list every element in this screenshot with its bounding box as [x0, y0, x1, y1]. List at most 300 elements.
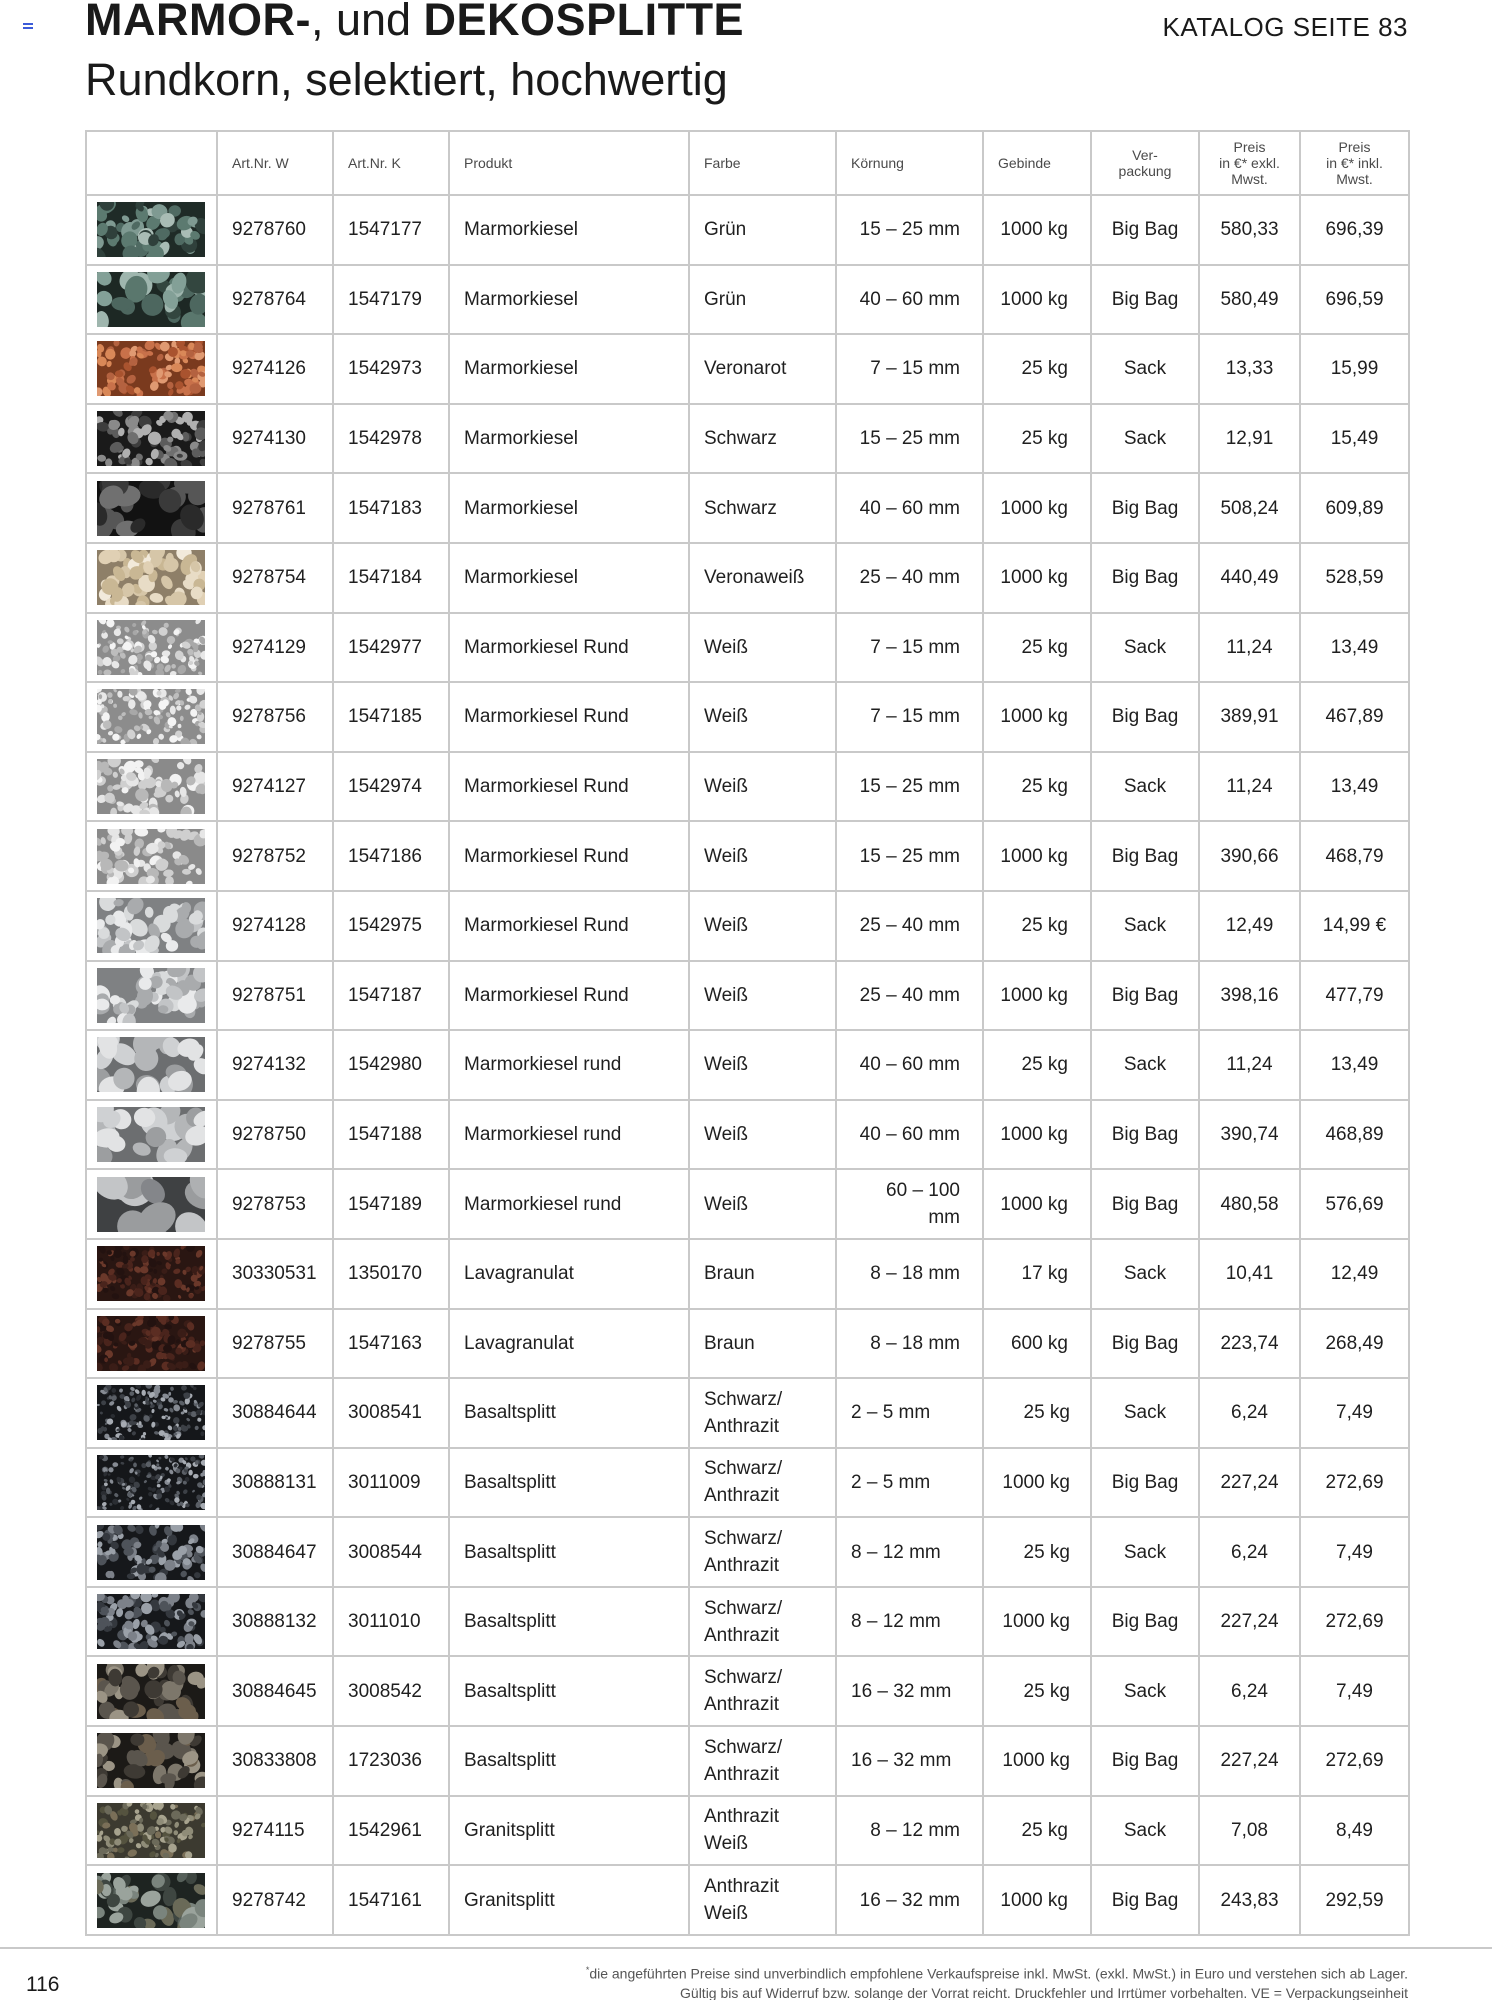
cell-preis-exkl: 12,49 [1199, 891, 1300, 961]
cell-preis-exkl: 13,33 [1199, 334, 1300, 404]
cell-koernung: 25 – 40 mm [836, 891, 983, 961]
product-image-cell [86, 891, 217, 961]
column-header-art-nr-w: Art.Nr. W [217, 131, 333, 195]
cell-art-nr-w: 9278756 [217, 682, 333, 752]
cell-preis-inkl: 12,49 [1300, 1239, 1409, 1309]
cell-preis-inkl: 477,79 [1300, 961, 1409, 1031]
product-swatch-image [97, 272, 205, 327]
cell-preis-inkl: 467,89 [1300, 682, 1409, 752]
cell-verpackung: Sack [1091, 613, 1199, 683]
preis-inkl-header-line1: Preis [1338, 139, 1371, 155]
farbe-line1: Schwarz [704, 428, 777, 450]
cell-verpackung: Sack [1091, 1656, 1199, 1726]
cell-preis-inkl: 696,39 [1300, 195, 1409, 265]
cell-preis-inkl: 7,49 [1300, 1517, 1409, 1587]
cell-preis-exkl: 223,74 [1199, 1309, 1300, 1379]
cell-koernung: 8 – 12 mm [836, 1587, 983, 1657]
table-row [86, 1030, 1409, 1100]
product-image-cell [86, 404, 217, 474]
cell-preis-exkl: 480,58 [1199, 1169, 1300, 1239]
cell-gebinde: 1000 kg [983, 821, 1091, 891]
cell-koernung: 2 – 5 mm [836, 1378, 983, 1448]
farbe-line2: Anthrazit [704, 1485, 779, 1507]
cell-art-nr-k: 1547189 [333, 1169, 449, 1239]
cell-preis-exkl: 227,24 [1199, 1587, 1300, 1657]
product-image-cell [86, 334, 217, 404]
cell-verpackung: Big Bag [1091, 1309, 1199, 1379]
cell-farbe [689, 1865, 836, 1935]
product-swatch-image [97, 1107, 205, 1162]
cell-gebinde: 25 kg [983, 891, 1091, 961]
cell-produkt: Marmorkiesel [449, 265, 689, 335]
cell-verpackung: Big Bag [1091, 1865, 1199, 1935]
cell-farbe [689, 752, 836, 822]
cell-preis-exkl: 227,24 [1199, 1726, 1300, 1796]
cell-art-nr-w: 9274115 [217, 1796, 333, 1866]
cell-koernung: 60 – 100 mm [836, 1169, 983, 1239]
cell-preis-exkl: 227,24 [1199, 1448, 1300, 1518]
cell-farbe [689, 265, 836, 335]
page-subtitle: Rundkorn, selektiert, hochwertig [85, 54, 728, 105]
farbe-line1: Schwarz/ [704, 1458, 783, 1480]
cell-art-nr-w: 9278761 [217, 473, 333, 543]
cell-preis-inkl: 7,49 [1300, 1378, 1409, 1448]
table-row [86, 1865, 1409, 1935]
cell-gebinde: 25 kg [983, 752, 1091, 822]
price-footnote [586, 1961, 1408, 2000]
cell-gebinde: 25 kg [983, 1378, 1091, 1448]
product-image-cell [86, 821, 217, 891]
footnote-line-1 [586, 1961, 1408, 1984]
product-image-cell [86, 195, 217, 265]
cell-gebinde: 25 kg [983, 1030, 1091, 1100]
cell-preis-exkl: 580,33 [1199, 195, 1300, 265]
farbe-line1: Grün [704, 288, 747, 310]
cell-gebinde: 1000 kg [983, 1865, 1091, 1935]
cell-art-nr-w: 9274128 [217, 891, 333, 961]
preis-inkl-header-line3: Mwst. [1336, 171, 1373, 187]
cell-art-nr-k: 1547186 [333, 821, 449, 891]
table-row [86, 1726, 1409, 1796]
corner-flag-mark [23, 23, 33, 29]
column-header-gebinde: Gebinde [983, 131, 1091, 195]
table-row [86, 334, 1409, 404]
cell-verpackung: Sack [1091, 1239, 1199, 1309]
cell-gebinde: 25 kg [983, 613, 1091, 683]
cell-koernung: 16 – 32 mm [836, 1726, 983, 1796]
product-swatch-image [97, 550, 205, 605]
verpackung-header-line1: Ver- [1132, 147, 1158, 163]
farbe-line1: Schwarz/ [704, 1736, 783, 1758]
cell-preis-exkl: 398,16 [1199, 961, 1300, 1031]
product-image-cell [86, 1656, 217, 1726]
cell-gebinde: 25 kg [983, 404, 1091, 474]
cell-art-nr-k: 1542974 [333, 752, 449, 822]
farbe-line1: Schwarz/ [704, 1667, 783, 1689]
footnote-text-1: die angeführten Preise sind unverbindlich empfohlene Verkaufspreise inkl. MwSt. (exkl. MwSt.) in Euro und verstehen sich ab Lager. [589, 1965, 1408, 1982]
farbe-line1: Weiß [704, 1193, 748, 1215]
cell-preis-exkl: 10,41 [1199, 1239, 1300, 1309]
farbe-line1: Weiß [704, 1124, 748, 1146]
cell-farbe [689, 1587, 836, 1657]
cell-koernung: 8 – 18 mm [836, 1239, 983, 1309]
cell-gebinde: 1000 kg [983, 473, 1091, 543]
cell-koernung: 15 – 25 mm [836, 752, 983, 822]
cell-preis-exkl: 7,08 [1199, 1796, 1300, 1866]
farbe-line1: Schwarz [704, 497, 777, 519]
cell-produkt: Lavagranulat [449, 1309, 689, 1379]
cell-farbe [689, 891, 836, 961]
cell-preis-inkl: 13,49 [1300, 752, 1409, 822]
cell-art-nr-w: 30330531 [217, 1239, 333, 1309]
cell-preis-inkl: 7,49 [1300, 1656, 1409, 1726]
cell-produkt: Granitsplitt [449, 1796, 689, 1866]
cell-koernung: 40 – 60 mm [836, 473, 983, 543]
cell-farbe [689, 821, 836, 891]
cell-gebinde: 1000 kg [983, 543, 1091, 613]
cell-verpackung: Big Bag [1091, 1448, 1199, 1518]
cell-art-nr-w: 9274129 [217, 613, 333, 683]
cell-art-nr-k: 1547187 [333, 961, 449, 1031]
cell-produkt: Marmorkiesel [449, 404, 689, 474]
cell-preis-inkl: 8,49 [1300, 1796, 1409, 1866]
footer-divider [0, 1947, 1492, 1949]
cell-gebinde: 1000 kg [983, 265, 1091, 335]
cell-gebinde: 1000 kg [983, 1169, 1091, 1239]
cell-gebinde: 1000 kg [983, 682, 1091, 752]
cell-art-nr-k: 3008544 [333, 1517, 449, 1587]
cell-verpackung: Sack [1091, 1378, 1199, 1448]
cell-art-nr-k: 1542961 [333, 1796, 449, 1866]
cell-preis-exkl: 390,74 [1199, 1100, 1300, 1170]
cell-verpackung: Sack [1091, 404, 1199, 474]
table-row [86, 1239, 1409, 1309]
farbe-line1: Anthrazit [704, 1876, 779, 1898]
cell-preis-inkl: 13,49 [1300, 1030, 1409, 1100]
cell-farbe [689, 543, 836, 613]
cell-art-nr-w: 9278754 [217, 543, 333, 613]
product-swatch-image [97, 481, 205, 536]
cell-gebinde: 1000 kg [983, 1448, 1091, 1518]
product-swatch-image [97, 968, 205, 1023]
cell-produkt: Marmorkiesel Rund [449, 821, 689, 891]
cell-produkt: Basaltsplitt [449, 1448, 689, 1518]
column-header-preis-inkl [1300, 131, 1409, 195]
footnote-marker: * [585, 1965, 590, 1975]
cell-art-nr-k: 1723036 [333, 1726, 449, 1796]
cell-produkt: Marmorkiesel Rund [449, 682, 689, 752]
cell-art-nr-w: 30884644 [217, 1378, 333, 1448]
cell-verpackung: Big Bag [1091, 1169, 1199, 1239]
product-swatch-image [97, 898, 205, 953]
product-image-cell [86, 1726, 217, 1796]
table-row [86, 682, 1409, 752]
cell-art-nr-k: 1542975 [333, 891, 449, 961]
cell-art-nr-w: 9274126 [217, 334, 333, 404]
cell-preis-exkl: 6,24 [1199, 1656, 1300, 1726]
cell-preis-exkl: 6,24 [1199, 1378, 1300, 1448]
cell-farbe [689, 1239, 836, 1309]
cell-art-nr-k: 1542980 [333, 1030, 449, 1100]
table-row [86, 1587, 1409, 1657]
cell-art-nr-k: 1547183 [333, 473, 449, 543]
farbe-line1: Schwarz/ [704, 1597, 783, 1619]
column-header-koernung: Körnung [836, 131, 983, 195]
cell-produkt: Basaltsplitt [449, 1726, 689, 1796]
product-swatch-image [97, 620, 205, 675]
table-row [86, 891, 1409, 961]
cell-gebinde: 1000 kg [983, 1726, 1091, 1796]
table-row [86, 1309, 1409, 1379]
cell-art-nr-w: 9278750 [217, 1100, 333, 1170]
cell-produkt: Basaltsplitt [449, 1587, 689, 1657]
cell-farbe [689, 1517, 836, 1587]
product-swatch-image [97, 1455, 205, 1510]
cell-koernung: 40 – 60 mm [836, 265, 983, 335]
product-image-cell [86, 682, 217, 752]
cell-farbe [689, 682, 836, 752]
cell-preis-inkl: 468,79 [1300, 821, 1409, 891]
cell-art-nr-w: 9274127 [217, 752, 333, 822]
farbe-line1: Weiß [704, 984, 748, 1006]
cell-preis-exkl: 11,24 [1199, 752, 1300, 822]
cell-preis-inkl: 292,59 [1300, 1865, 1409, 1935]
cell-preis-exkl: 243,83 [1199, 1865, 1300, 1935]
product-image-cell [86, 1100, 217, 1170]
cell-art-nr-k: 3008541 [333, 1378, 449, 1448]
cell-art-nr-w: 9274130 [217, 404, 333, 474]
product-image-cell [86, 752, 217, 822]
cell-produkt: Marmorkiesel Rund [449, 891, 689, 961]
cell-produkt: Marmorkiesel [449, 334, 689, 404]
table-body [86, 195, 1409, 1935]
cell-verpackung: Big Bag [1091, 961, 1199, 1031]
cell-produkt: Marmorkiesel Rund [449, 752, 689, 822]
cell-koernung: 40 – 60 mm [836, 1100, 983, 1170]
product-swatch-image [97, 411, 205, 466]
cell-produkt: Basaltsplitt [449, 1378, 689, 1448]
farbe-line1: Grün [704, 219, 747, 241]
column-header-verpackung [1091, 131, 1199, 195]
column-header-farbe: Farbe [689, 131, 836, 195]
cell-art-nr-k: 3011010 [333, 1587, 449, 1657]
cell-produkt: Marmorkiesel rund [449, 1169, 689, 1239]
cell-farbe [689, 1169, 836, 1239]
cell-produkt: Basaltsplitt [449, 1517, 689, 1587]
title-bold-marmor: MARMOR- [85, 0, 311, 45]
preis-exkl-header-line3: Mwst. [1231, 171, 1268, 187]
cell-art-nr-k: 1547177 [333, 195, 449, 265]
cell-art-nr-w: 30833808 [217, 1726, 333, 1796]
cell-art-nr-k: 3011009 [333, 1448, 449, 1518]
column-header-image [86, 131, 217, 195]
table-row [86, 1796, 1409, 1866]
column-header-preis-exkl [1199, 131, 1300, 195]
cell-farbe [689, 473, 836, 543]
product-swatch-image [97, 1873, 205, 1928]
preis-exkl-header-line1: Preis [1233, 139, 1266, 155]
product-image-cell [86, 1309, 217, 1379]
product-swatch-image [97, 1246, 205, 1301]
product-swatch-image [97, 202, 205, 257]
table-row [86, 543, 1409, 613]
cell-farbe [689, 334, 836, 404]
cell-koernung: 40 – 60 mm [836, 1030, 983, 1100]
farbe-line2: Anthrazit [704, 1555, 779, 1577]
cell-koernung: 8 – 18 mm [836, 1309, 983, 1379]
cell-produkt: Marmorkiesel Rund [449, 613, 689, 683]
table-row [86, 1656, 1409, 1726]
product-image-cell [86, 1030, 217, 1100]
cell-verpackung: Big Bag [1091, 1726, 1199, 1796]
cell-gebinde: 1000 kg [983, 961, 1091, 1031]
product-swatch-image [97, 1525, 205, 1580]
farbe-line1: Braun [704, 1332, 755, 1354]
cell-koernung: 25 – 40 mm [836, 961, 983, 1031]
product-image-cell [86, 613, 217, 683]
cell-verpackung: Big Bag [1091, 1587, 1199, 1657]
cell-art-nr-k: 1547163 [333, 1309, 449, 1379]
cell-produkt: Basaltsplitt [449, 1656, 689, 1726]
farbe-line1: Weiß [704, 636, 748, 658]
cell-koernung: 2 – 5 mm [836, 1448, 983, 1518]
farbe-line1: Weiß [704, 776, 748, 798]
cell-verpackung: Sack [1091, 1030, 1199, 1100]
cell-koernung: 15 – 25 mm [836, 404, 983, 474]
cell-farbe [689, 1448, 836, 1518]
product-image-cell [86, 543, 217, 613]
cell-produkt: Marmorkiesel rund [449, 1030, 689, 1100]
table-row [86, 473, 1409, 543]
cell-farbe [689, 1309, 836, 1379]
product-swatch-image [97, 1037, 205, 1092]
product-image-cell [86, 1169, 217, 1239]
title-connector: , und [310, 0, 424, 45]
cell-gebinde: 25 kg [983, 334, 1091, 404]
cell-gebinde: 1000 kg [983, 195, 1091, 265]
cell-art-nr-w: 9278760 [217, 195, 333, 265]
cell-preis-exkl: 580,49 [1199, 265, 1300, 335]
cell-art-nr-k: 3008542 [333, 1656, 449, 1726]
cell-verpackung: Big Bag [1091, 473, 1199, 543]
preis-exkl-header-line2: in €* exkl. [1219, 155, 1280, 171]
cell-farbe [689, 1030, 836, 1100]
cell-preis-inkl: 528,59 [1300, 543, 1409, 613]
cell-koernung: 8 – 12 mm [836, 1517, 983, 1587]
cell-preis-inkl: 468,89 [1300, 1100, 1409, 1170]
cell-verpackung: Big Bag [1091, 195, 1199, 265]
cell-preis-inkl: 609,89 [1300, 473, 1409, 543]
cell-verpackung: Sack [1091, 1517, 1199, 1587]
cell-produkt: Marmorkiesel Rund [449, 961, 689, 1031]
cell-preis-exkl: 508,24 [1199, 473, 1300, 543]
farbe-line2: Anthrazit [704, 1694, 779, 1716]
farbe-line1: Weiß [704, 1054, 748, 1076]
cell-farbe [689, 1726, 836, 1796]
cell-koernung: 7 – 15 mm [836, 682, 983, 752]
cell-koernung: 25 – 40 mm [836, 543, 983, 613]
cell-farbe [689, 195, 836, 265]
farbe-line1: Veronarot [704, 358, 787, 380]
price-table [85, 130, 1410, 1936]
product-image-cell [86, 1587, 217, 1657]
cell-farbe [689, 1656, 836, 1726]
cell-preis-exkl: 390,66 [1199, 821, 1300, 891]
farbe-line2: Weiß [704, 1903, 748, 1925]
cell-gebinde: 25 kg [983, 1796, 1091, 1866]
cell-art-nr-w: 9278752 [217, 821, 333, 891]
product-image-cell [86, 473, 217, 543]
product-swatch-image [97, 1177, 205, 1232]
table-row [86, 613, 1409, 683]
cell-preis-exkl: 440,49 [1199, 543, 1300, 613]
table-row [86, 265, 1409, 335]
verpackung-header-line2: packung [1118, 163, 1172, 179]
column-header-produkt: Produkt [449, 131, 689, 195]
cell-verpackung: Big Bag [1091, 543, 1199, 613]
cell-produkt: Lavagranulat [449, 1239, 689, 1309]
cell-verpackung: Sack [1091, 752, 1199, 822]
cell-gebinde: 1000 kg [983, 1587, 1091, 1657]
cell-farbe [689, 1100, 836, 1170]
cell-preis-exkl: 12,91 [1199, 404, 1300, 474]
farbe-line1: Schwarz/ [704, 1528, 783, 1550]
product-swatch-image [97, 829, 205, 884]
cell-koernung: 16 – 32 mm [836, 1656, 983, 1726]
table-row [86, 1169, 1409, 1239]
product-swatch-image [97, 1803, 205, 1858]
product-image-cell [86, 1448, 217, 1518]
cell-produkt: Marmorkiesel [449, 195, 689, 265]
cell-farbe [689, 404, 836, 474]
farbe-line1: Weiß [704, 706, 748, 728]
cell-art-nr-w: 9278764 [217, 265, 333, 335]
cell-farbe [689, 1796, 836, 1866]
cell-art-nr-k: 1547184 [333, 543, 449, 613]
page-number: 116 [26, 1973, 60, 1996]
cell-preis-inkl: 576,69 [1300, 1169, 1409, 1239]
cell-produkt: Marmorkiesel [449, 473, 689, 543]
cell-koernung: 15 – 25 mm [836, 821, 983, 891]
cell-preis-exkl: 11,24 [1199, 613, 1300, 683]
cell-gebinde: 25 kg [983, 1656, 1091, 1726]
cell-verpackung: Big Bag [1091, 265, 1199, 335]
cell-farbe [689, 613, 836, 683]
product-swatch-image [97, 1594, 205, 1649]
footnote-text-2: Gültig bis auf Widerruf bzw. solange der Vorrat reicht. Druckfehler und Irrtümer vorbehalten. VE = Verpackungseinheit [680, 1984, 1408, 2000]
cell-preis-inkl: 272,69 [1300, 1726, 1409, 1796]
cell-verpackung: Sack [1091, 334, 1199, 404]
cell-preis-exkl: 6,24 [1199, 1517, 1300, 1587]
cell-art-nr-k: 1547185 [333, 682, 449, 752]
cell-koernung: 7 – 15 mm [836, 334, 983, 404]
cell-art-nr-w: 30884645 [217, 1656, 333, 1726]
table-row [86, 821, 1409, 891]
preis-inkl-header-line2: in €* inkl. [1326, 155, 1383, 171]
cell-verpackung: Big Bag [1091, 682, 1199, 752]
cell-art-nr-w: 30884647 [217, 1517, 333, 1587]
cell-preis-inkl: 14,99 € [1300, 891, 1409, 961]
table-row [86, 1517, 1409, 1587]
cell-art-nr-w: 9278753 [217, 1169, 333, 1239]
cell-preis-inkl: 15,49 [1300, 404, 1409, 474]
product-image-cell [86, 961, 217, 1031]
cell-preis-inkl: 272,69 [1300, 1448, 1409, 1518]
table-row [86, 752, 1409, 822]
farbe-line2: Anthrazit [704, 1415, 779, 1437]
cell-koernung: 8 – 12 mm [836, 1796, 983, 1866]
cell-koernung: 7 – 15 mm [836, 613, 983, 683]
